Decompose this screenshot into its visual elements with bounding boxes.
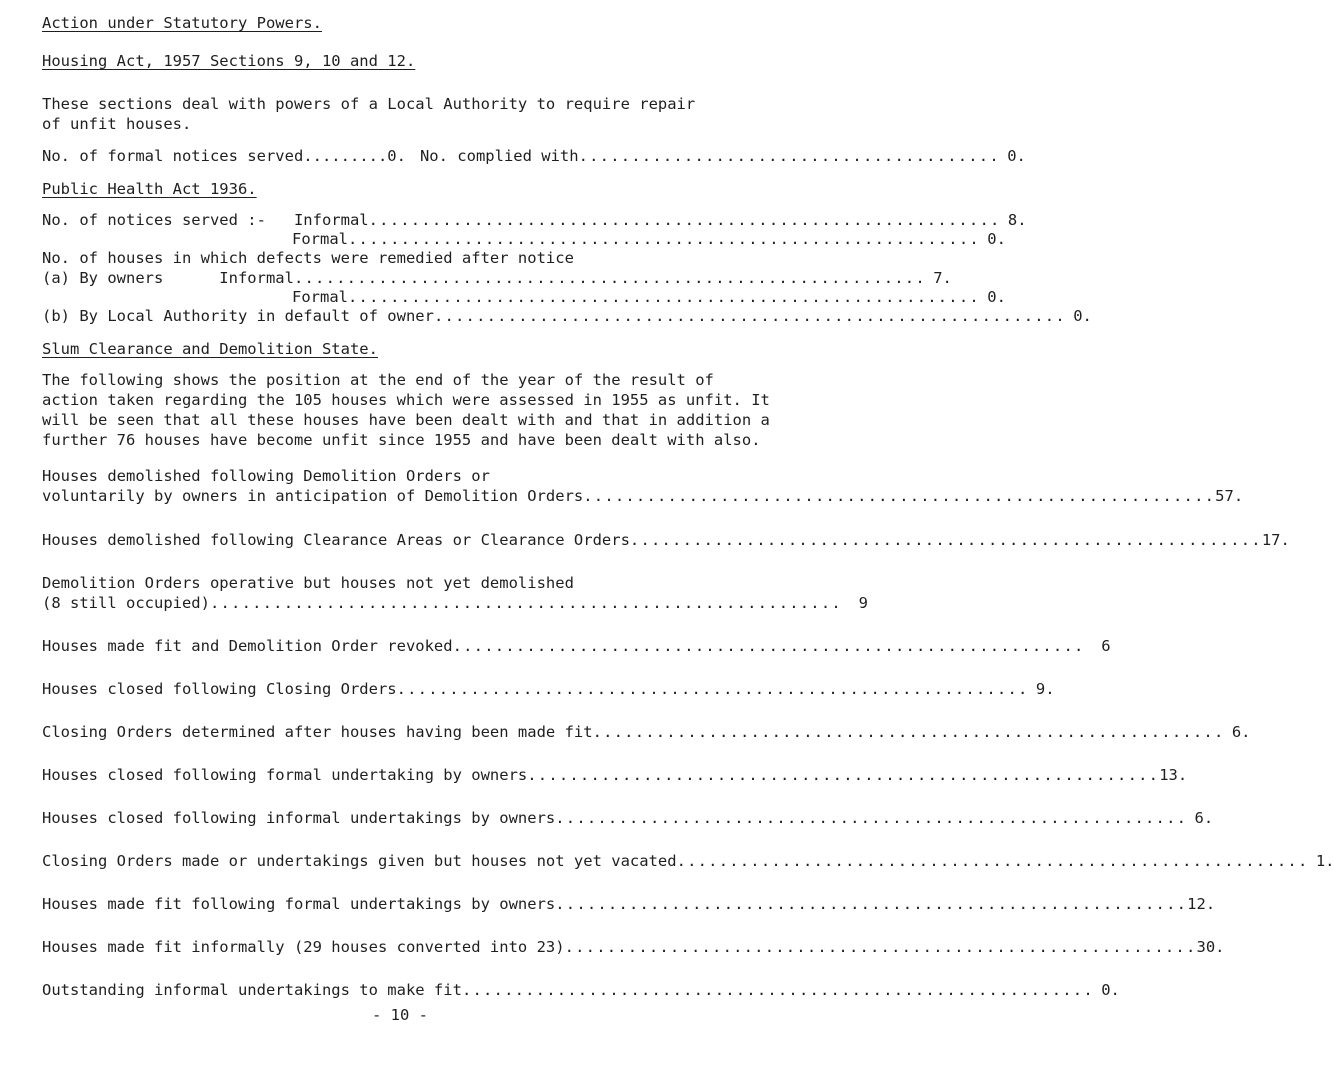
leader-dots: ............................................................: [592, 723, 1225, 741]
notices-served-informal-row: [42, 211, 1027, 229]
owners-informal-label: (a) By owners Informal: [42, 269, 294, 287]
made-fit-informally-label: Houses made fit informally (29 houses converted into 23): [42, 938, 565, 956]
notices-served-formal-row: [42, 230, 1006, 248]
owners-formal-row: [42, 288, 1006, 306]
leader-dots: ............................................................: [555, 895, 1188, 913]
clearance-areas-value: 17.: [1261, 531, 1290, 549]
owners-formal-label: Formal: [292, 288, 348, 306]
leader-dots: ............................................................: [348, 288, 980, 306]
made-fit-informally-row: [42, 938, 1225, 956]
notices-served-label: No. of notices served :- Informal: [42, 211, 369, 229]
demolition-operative-label-line-2: (8 still occupied): [42, 594, 210, 612]
demolition-operative-label-line-1: Demolition Orders operative but houses not yet demolished: [42, 574, 574, 592]
houses-demolished-label-line-2: voluntarily by owners in anticipation of Demolition Orders: [42, 487, 584, 505]
notices-informal-value: 8.: [1007, 211, 1027, 229]
closing-orders-determined-value: 6.: [1231, 723, 1251, 741]
notices-formal-value: 0.: [987, 230, 1006, 248]
formal-notices-label: No. of formal notices served.........: [42, 147, 388, 165]
housing-act-title: Housing Act, 1957 Sections 9, 10 and 12.: [42, 52, 416, 70]
closed-informal-undertakings-value: 6.: [1194, 809, 1214, 827]
public-health-act-title: Public Health Act 1936.: [42, 180, 257, 198]
slum-para-line-4: further 76 houses have become unfit since 1955 and have been dealt with also.: [42, 431, 761, 449]
slum-clearance-title: Slum Clearance and Demolition State.: [42, 340, 378, 358]
housing-act-intro-line-1: These sections deal with powers of a Local Authority to require repair: [42, 95, 696, 113]
demolition-operative-value: 9: [858, 594, 868, 612]
slum-para-line-1: The following shows the position at the end of the year of the result of: [42, 371, 714, 389]
clearance-areas-label: Houses demolished following Clearance Areas or Clearance Orders: [42, 531, 630, 549]
slum-para-line-3: will be seen that all these houses have been dealt with and that in addition a: [42, 411, 770, 429]
formal-notices-value: 0.: [387, 147, 406, 165]
closing-orders-determined-row: [42, 723, 1251, 741]
leader-dots: ........................................: [578, 147, 1000, 165]
clearance-areas-row: [42, 531, 1290, 549]
leader-dots: ............................................................: [676, 852, 1309, 870]
leader-dots: ............................................................: [433, 307, 1066, 325]
complied-label: No. complied with: [419, 147, 579, 165]
complied-value: 0.: [1007, 147, 1026, 165]
closed-closing-orders-row: [42, 680, 1055, 698]
notices-formal-label: Formal: [292, 230, 348, 248]
not-yet-vacated-value: 1.: [1315, 852, 1334, 870]
leader-dots: ............................................................: [396, 680, 1029, 698]
houses-remedied-label: No. of houses in which defects were remedied after notice: [42, 249, 574, 267]
owners-informal-value: 7.: [933, 269, 952, 287]
outstanding-undertakings-label: Outstanding informal undertakings to make fit: [42, 981, 462, 999]
leader-dots: ............................................................: [348, 230, 980, 248]
leader-dots: ............................................................: [583, 487, 1216, 505]
leader-dots: ............................................................: [452, 637, 1085, 655]
not-yet-vacated-row: [42, 852, 1334, 870]
leader-dots: ............................................................: [629, 531, 1262, 549]
authority-default-row: [42, 307, 1092, 325]
closed-informal-undertakings-row: [42, 809, 1214, 827]
owners-informal-row: [42, 269, 952, 287]
houses-demolished-label-line-1: Houses demolished following Demolition Orders or: [42, 467, 490, 485]
closed-closing-orders-label: Houses closed following Closing Orders: [42, 680, 397, 698]
closed-informal-undertakings-label: Houses closed following informal undertakings by owners: [42, 809, 556, 827]
made-fit-revoked-label: Houses made fit and Demolition Order revoked: [42, 637, 453, 655]
owners-formal-value: 0.: [987, 288, 1006, 306]
made-fit-formal-value: 12.: [1187, 895, 1216, 913]
closed-formal-undertaking-label: Houses closed following formal undertaking by owners: [42, 766, 528, 784]
outstanding-undertakings-value: 0.: [1101, 981, 1120, 999]
closed-closing-orders-value: 9.: [1035, 680, 1055, 698]
made-fit-revoked-row: [42, 637, 1111, 655]
closed-formal-undertaking-row: [42, 766, 1188, 784]
demolition-operative-row: [42, 594, 868, 612]
leader-dots: ............................................................: [527, 766, 1160, 784]
authority-default-label: (b) By Local Authority in default of owner: [42, 307, 434, 325]
leader-dots: ............................................................: [555, 809, 1188, 827]
closed-formal-undertaking-value: 13.: [1159, 766, 1188, 784]
not-yet-vacated-label: Closing Orders made or undertakings given but houses not yet vacated: [42, 852, 677, 870]
made-fit-informally-value: 30.: [1196, 938, 1225, 956]
housing-act-notices-row: [42, 147, 1026, 165]
page-number: - 10 -: [372, 1006, 428, 1024]
leader-dots: ............................................................: [293, 269, 926, 287]
authority-default-value: 0.: [1073, 307, 1092, 325]
made-fit-formal-label: Houses made fit following formal undertakings by owners: [42, 895, 556, 913]
made-fit-revoked-value: 6: [1101, 637, 1111, 655]
leader-dots: ............................................................: [461, 981, 1094, 999]
page-heading: Action under Statutory Powers.: [42, 14, 322, 32]
leader-dots: ............................................................: [209, 594, 842, 612]
housing-act-intro-line-2: of unfit houses.: [42, 115, 192, 133]
closing-orders-determined-label: Closing Orders determined after houses having been made fit: [42, 723, 593, 741]
made-fit-formal-row: [42, 895, 1216, 913]
houses-demolished-value: 57.: [1215, 487, 1244, 505]
outstanding-undertakings-row: [42, 981, 1120, 999]
leader-dots: ............................................................: [368, 211, 1001, 229]
houses-demolished-row: [42, 487, 1244, 505]
leader-dots: ............................................................: [564, 938, 1197, 956]
slum-para-line-2: action taken regarding the 105 houses which were assessed in 1955 as unfit. It: [42, 391, 770, 409]
